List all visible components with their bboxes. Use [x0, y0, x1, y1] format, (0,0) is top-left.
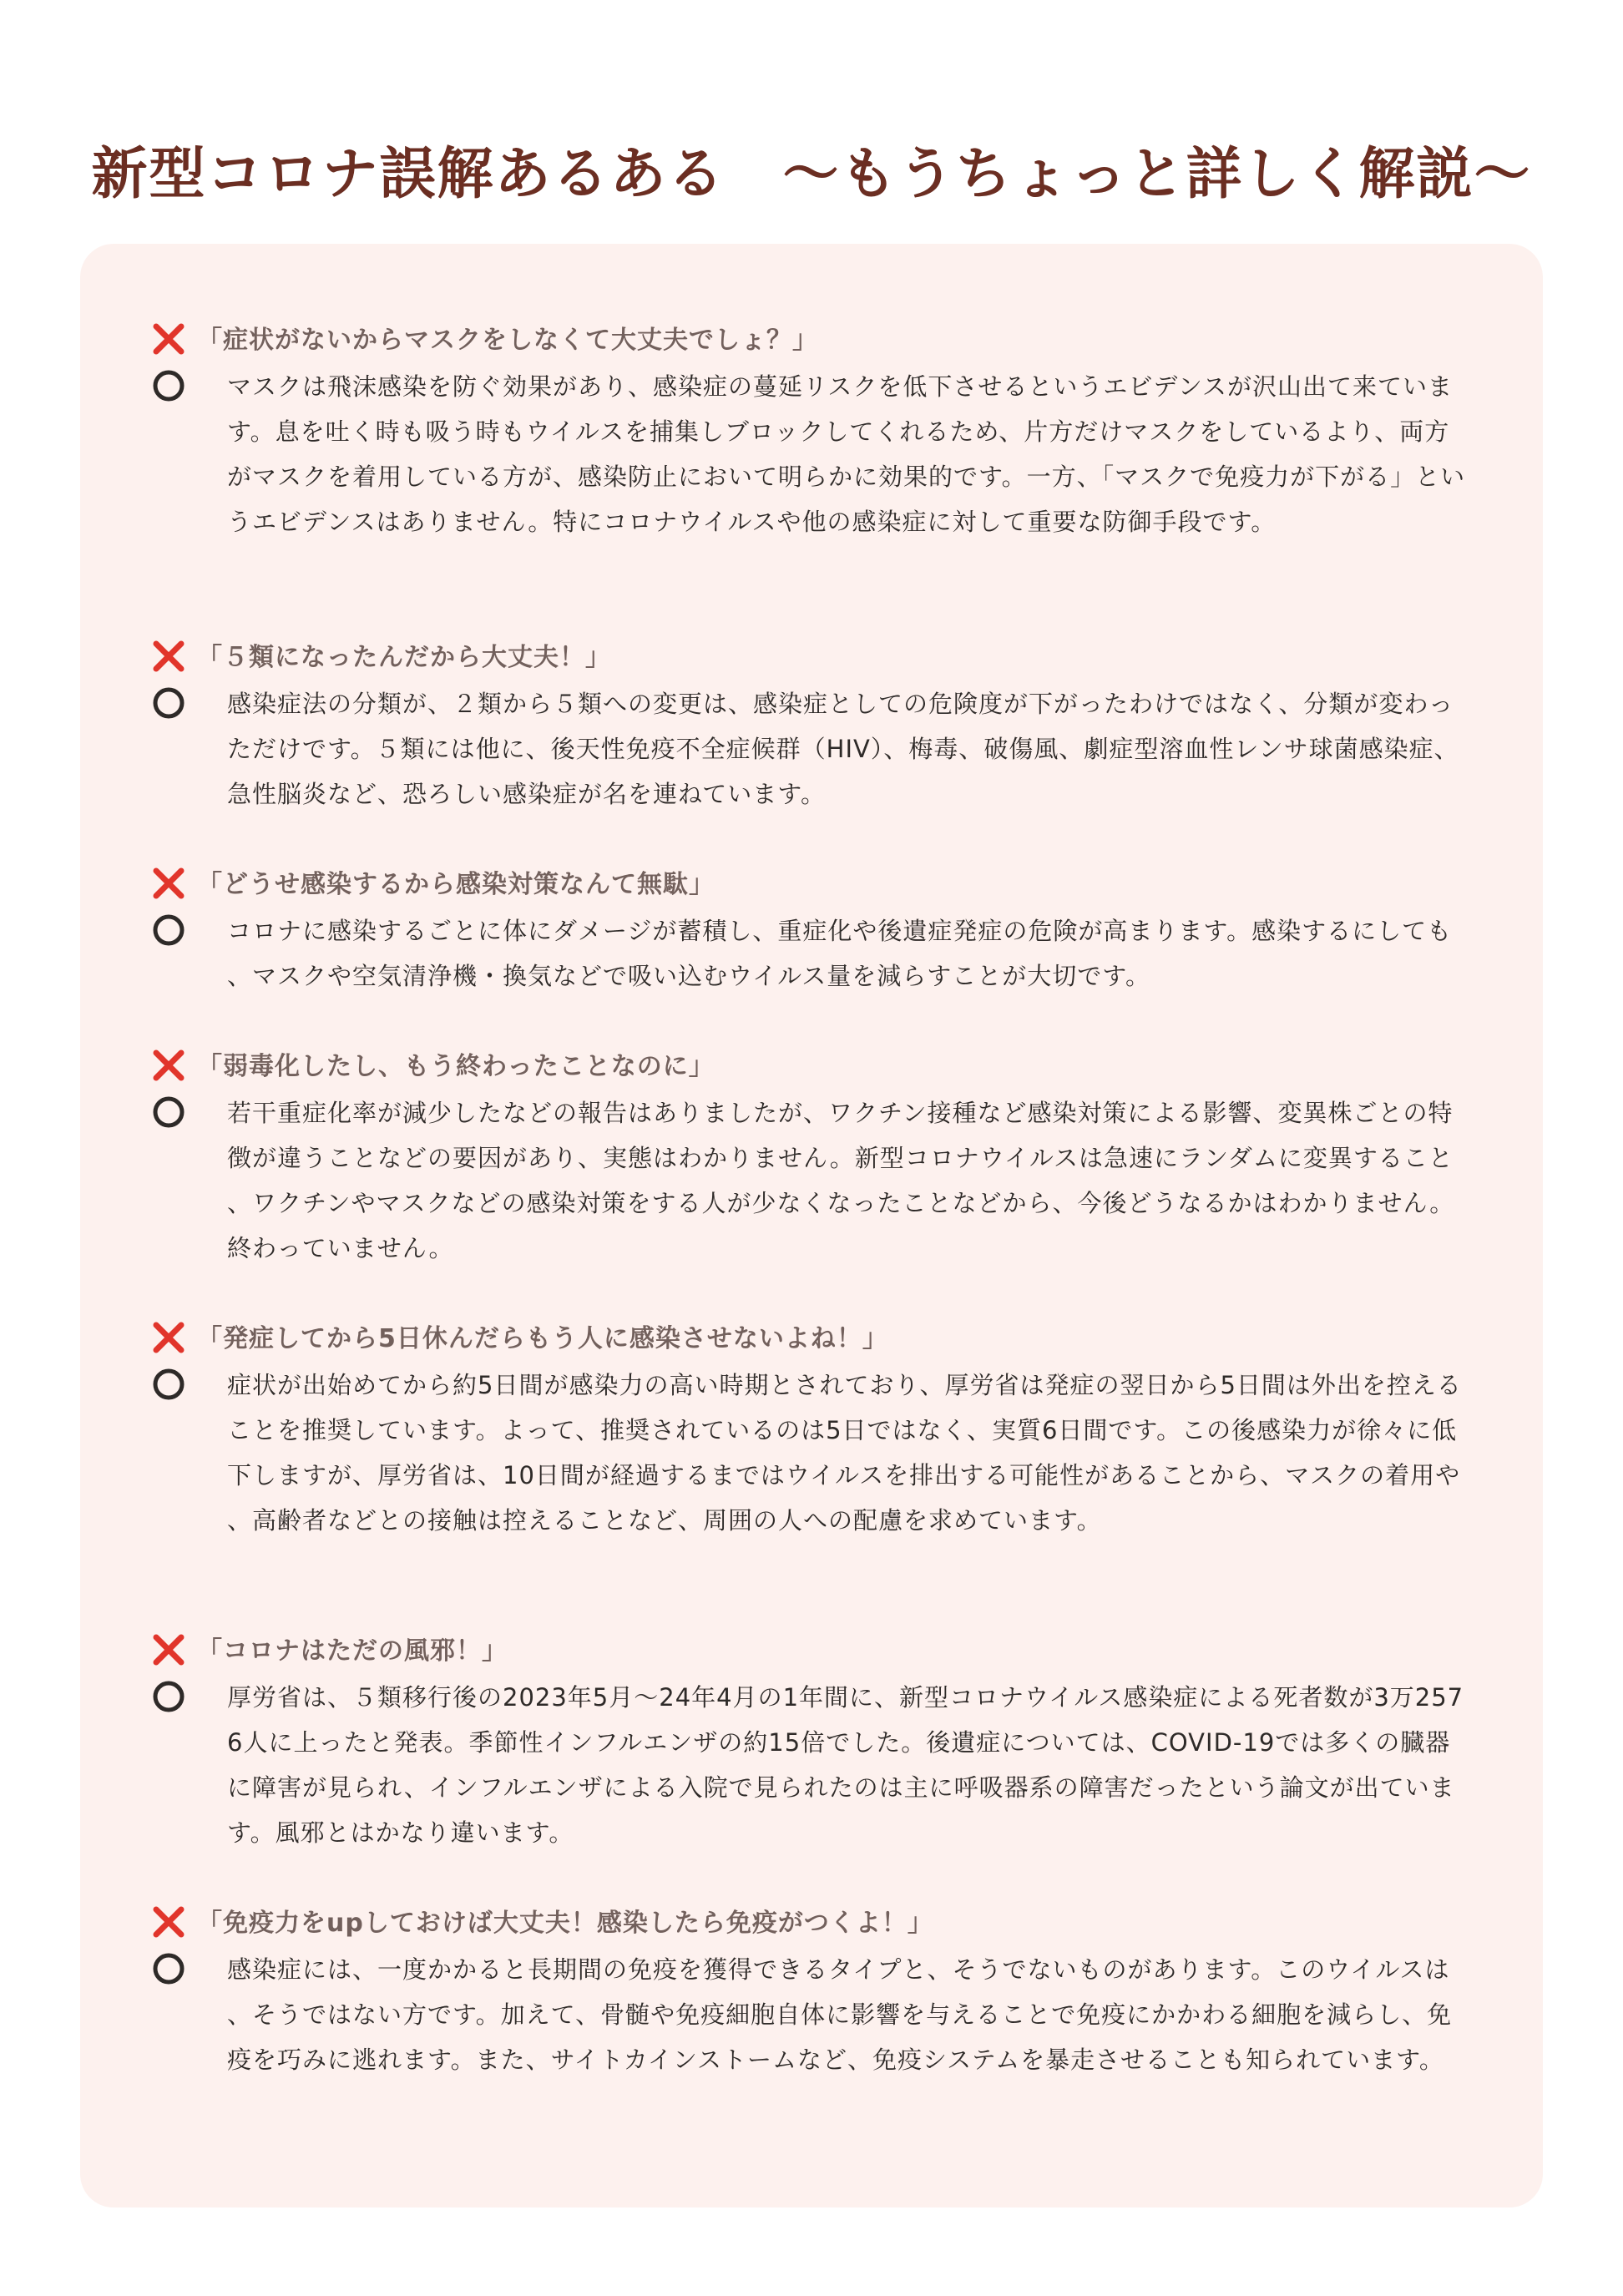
fact-text: 症状が出始めてから約5日間が感染力の高い時期とされており、厚労省は発症の翌日から5日間は外出を控えることを推奨しています。よって、推奨されているのは5日ではなく、実質6日間です。この後感染力が徐々に低下しますが、厚労省は、10日間が経過するまではウイルスを排出する可能性があることから、マスクの着用や、高齢者などとの接触は控えることなど、周囲の人への配慮を求めています。	[227, 1371, 1462, 1535]
fact-text: コロナに感染するごとに体にダメージが蓄積し、重症化や後遺症発症の危険が高まります。感染するにしても、マスクや空気清浄機・換気などで吸い込むウイルス量を減らすことが大切です。	[227, 917, 1453, 990]
myth-row	[80, 862, 1543, 908]
list-item	[80, 1316, 1543, 1543]
fact-row	[80, 908, 1543, 999]
cross-mark-icon	[150, 865, 187, 902]
circle-mark-icon	[150, 1678, 187, 1715]
cross-mark-icon	[150, 1047, 187, 1084]
myth-row	[80, 317, 1543, 364]
list-item	[80, 317, 1543, 544]
list-item	[80, 635, 1543, 817]
myth-row	[80, 1900, 1543, 1947]
cross-mark-icon	[150, 321, 187, 357]
fact-row	[80, 364, 1543, 544]
fact-text: マスクは飛沫感染を防ぐ効果があり、感染症の蔓延リスクを低下させるというエビデンスが沢山出て来ています。息を吐く時も吸う時もウイルスを捕集しブロックしてくれるため、片方だけマスクをしているより、両方がマスクを着用している方が、感染防止において明らかに効果的です。一方、「マスクで免疫力が下がる」というエビデンスはありません。特にコロナウイルスや他の感染症に対して重要な防御手段です。	[227, 372, 1466, 536]
fact-row	[80, 681, 1543, 817]
fact-text: 感染症法の分類が、２類から５類への変更は、感染症としての危険度が下がったわけではなく、分類が変わっただけです。５類には他に、後天性免疫不全症候群（HIV）、梅毒、破傷風、劇症型溶血性レンサ球菌感染症、急性脳炎など、恐ろしい感染症が名を連ねています。	[227, 690, 1459, 808]
myth-text: 「発症してから5日休んだらもう人に感染させないよね！」	[197, 1324, 888, 1353]
myth-text: 「症状がないからマスクをしなくて大丈夫でしょ？」	[197, 326, 818, 355]
cross-mark-icon	[150, 1904, 187, 1940]
circle-mark-icon	[150, 1366, 187, 1403]
myth-text: 「５類になったんだから大丈夫！」	[197, 643, 611, 672]
fact-text: 厚労省は、５類移行後の2023年5月〜24年4月の1年間に、新型コロナウイルス感染症による死者数が3万2576人に上ったと発表。季節性インフルエンザの約15倍でした。後遺症については、COVID-19では多くの臓器に障害が見られ、インフルエンザによる入院で見られたのは主に呼吸器系の障害だったという論文が出ています。風邪とはかなり違います。	[227, 1683, 1464, 1847]
fact-row	[80, 1090, 1543, 1271]
circle-mark-icon	[150, 1094, 187, 1130]
cross-mark-icon	[150, 1319, 187, 1356]
myth-text: 「免疫力をupしておけば大丈夫！感染したら免疫がつくよ！」	[197, 1909, 933, 1938]
fact-text: 若干重症化率が減少したなどの報告はありましたが、ワクチン接種など感染対策による影響、変異株ごとの特徴が違うことなどの要因があり、実態はわかりません。新型コロナウイルスは急速にランダムに変異すること、ワクチンやマスクなどの感染対策をする人が少なくなったことなどから、今後どうなるかはわかりません。終わっていません。	[227, 1099, 1455, 1262]
content-panel	[80, 244, 1543, 2207]
myth-row	[80, 1316, 1543, 1363]
circle-mark-icon	[150, 685, 187, 721]
myth-text: 「コロナはただの風邪！」	[197, 1636, 508, 1666]
myth-row	[80, 1628, 1543, 1675]
circle-mark-icon	[150, 1950, 187, 1987]
list-item	[80, 1628, 1543, 1855]
cross-mark-icon	[150, 1631, 187, 1668]
fact-row	[80, 1363, 1543, 1543]
fact-row	[80, 1947, 1543, 2082]
list-item	[80, 862, 1543, 999]
cross-mark-icon	[150, 638, 187, 675]
fact-text: 感染症には、一度かかると長期間の免疫を獲得できるタイプと、そうでないものがあります。このウイルスは、そうではない方です。加えて、骨髄や免疫細胞自体に影響を与えることで免疫にかかわる細胞を減らし、免疫を巧みに逃れます。また、サイトカインストームなど、免疫システムを暴走させることも知られています。	[227, 1955, 1453, 2074]
list-item	[80, 1044, 1543, 1271]
circle-mark-icon	[150, 912, 187, 948]
myth-text: 「弱毒化したし、もう終わったことなのに」	[197, 1052, 715, 1081]
page-title: 新型コロナ誤解あるある 〜もうちょっと詳しく解説〜	[91, 141, 1532, 206]
myth-text: 「どうせ感染するから感染対策なんて無駄」	[197, 870, 715, 899]
myth-row	[80, 635, 1543, 681]
fact-row	[80, 1675, 1543, 1855]
list-item	[80, 1900, 1543, 2082]
myth-row	[80, 1044, 1543, 1090]
circle-mark-icon	[150, 367, 187, 404]
